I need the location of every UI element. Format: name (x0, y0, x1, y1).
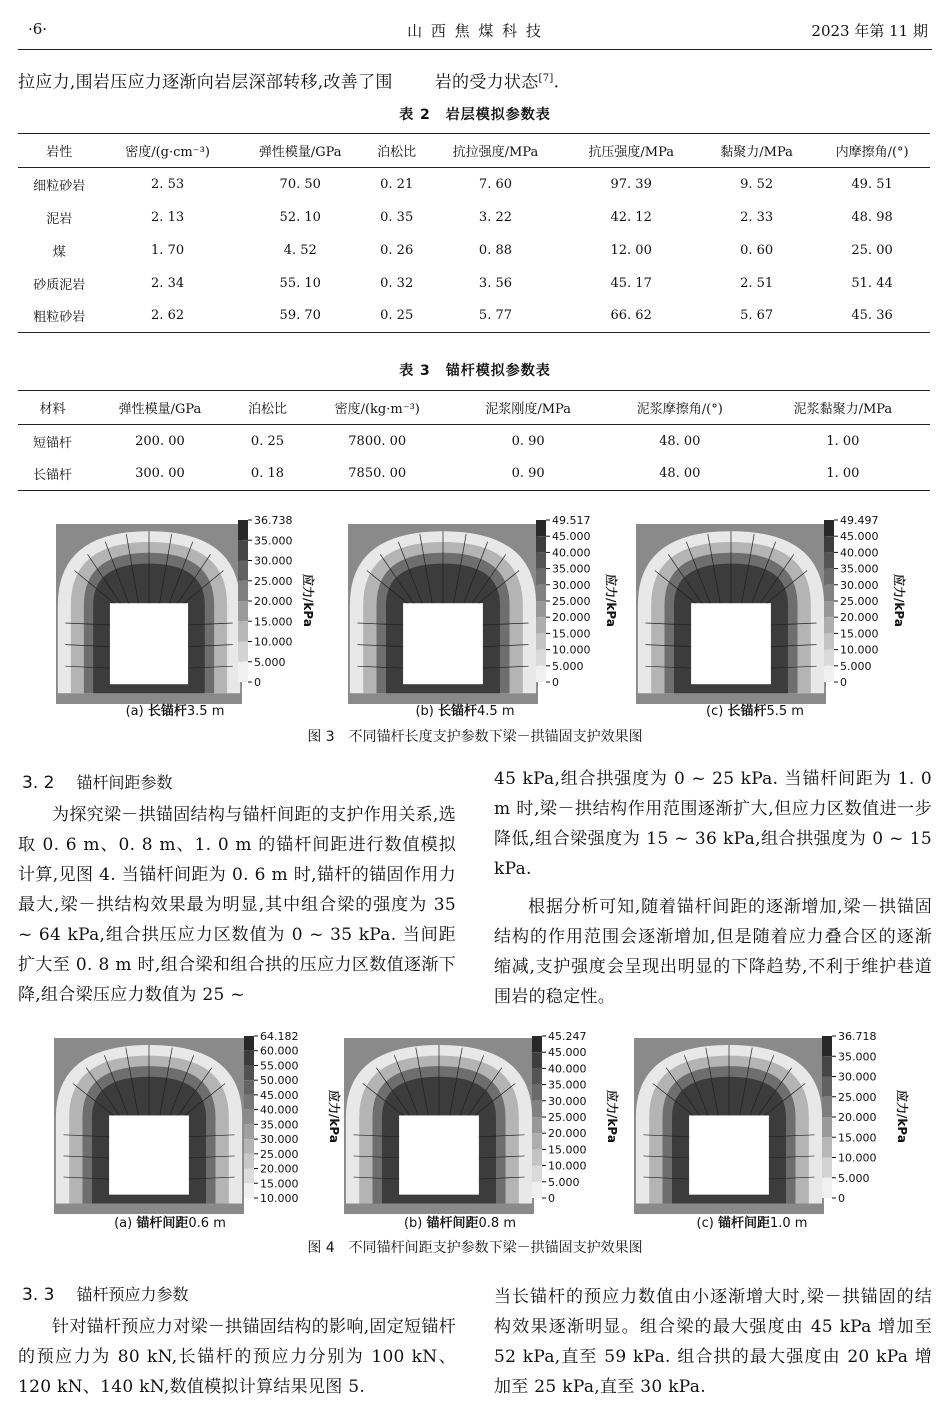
colorbar-tick-label: 10.000 (548, 1159, 587, 1173)
colorbar-tick-label: 40.000 (552, 546, 591, 560)
intro-line: 拉应力,围岩压应力逐渐向岩层深部转移,改善了围 岩的受力状态[7]. (18, 72, 560, 93)
colorbar-tick-label: 45.000 (260, 1088, 299, 1102)
colorbar-segment (824, 585, 834, 601)
colorbar-segment (532, 1101, 542, 1117)
colorbar-tick-label: 0 (552, 676, 559, 689)
colorbar-3c (824, 512, 906, 692)
colorbar-segment (238, 662, 248, 682)
table-cell: 2. 13 (151, 209, 185, 225)
colorbar-segment (532, 1182, 542, 1198)
colorbar-segment (536, 617, 546, 633)
table-cell: 48. 00 (659, 466, 701, 482)
colorbar-unit-label: 应力/kPa (327, 1090, 341, 1143)
colorbar-segment (536, 650, 546, 666)
table2 (18, 133, 930, 333)
table-row (18, 300, 930, 333)
table-cell: 2. 51 (740, 275, 774, 291)
table-cell: 9. 52 (740, 176, 774, 192)
stress-contour-4c (634, 1038, 824, 1214)
colorbar-segment (244, 1154, 254, 1169)
colorbar-tick-label: 20.000 (254, 595, 293, 608)
table-cell: 3. 56 (478, 275, 512, 291)
table2-header: 岩性 (46, 145, 73, 160)
colorbar-tick-label: 10.000 (552, 643, 591, 657)
section-3-2-heading: 3. 2 锚杆间距参数 (22, 773, 173, 793)
roadway-opening (689, 1115, 769, 1194)
colorbar-tick-label: 30.000 (840, 578, 879, 592)
figure-4 (0, 1028, 950, 1234)
colorbar-3b (536, 512, 618, 692)
table2-header-row (18, 134, 930, 168)
colorbar-segment (532, 1036, 542, 1052)
colorbar-tick-label: 45.247 (548, 1030, 587, 1043)
table-row (18, 458, 930, 491)
table-cell: 0. 21 (380, 176, 414, 192)
colorbar-segment (244, 1110, 254, 1125)
table-cell: 细粒砂岩 (33, 178, 86, 194)
journal-name: 山 西 焦 煤 科 技 (407, 22, 543, 40)
table-cell: 5. 67 (740, 308, 774, 324)
colorbar-segment (536, 585, 546, 601)
table3-header: 弹性模量/GPa (118, 402, 202, 417)
colorbar-segment (238, 581, 248, 601)
stress-contour-4b (344, 1038, 534, 1214)
subfig-label-3a: (a) 长锚杆3.5 m (125, 704, 225, 719)
colorbar-segment (532, 1052, 542, 1068)
colorbar-unit-label: 应力/kPa (605, 1090, 619, 1143)
section-3-3-left-para: 针对锚杆预应力对梁－拱锚固结构的影响,固定短锚杆的预应力为 80 kN,长锚杆的预应力分别为 100 kN、120 kN、140 kN,数值模拟计算结果见图 5. (18, 1317, 456, 1397)
colorbar-tick-label: 15.000 (840, 627, 879, 641)
colorbar-tick-label: 0 (838, 1192, 845, 1205)
table-row (18, 168, 930, 201)
roadway-opening (399, 1115, 479, 1194)
colorbar-tick-label: 45.000 (840, 530, 879, 544)
table-cell: 45. 17 (610, 275, 652, 291)
subfig-label-3c: (c) 长锚杆5.5 m (706, 704, 804, 719)
table3-header-row (18, 391, 930, 425)
colorbar-segment (822, 1137, 832, 1157)
table-cell: 0. 32 (380, 275, 414, 291)
table-row (18, 425, 930, 458)
colorbar-tick-label: 0 (548, 1192, 555, 1205)
table3-header: 材料 (39, 402, 66, 417)
stress-contour-4a (54, 1038, 244, 1214)
colorbar-segment (244, 1169, 254, 1184)
table-cell: 4. 52 (283, 242, 317, 258)
table-cell: 0. 90 (511, 433, 545, 449)
colorbar-tick-label: 25.000 (552, 595, 591, 608)
colorbar-segment (824, 666, 834, 682)
colorbar-segment (532, 1117, 542, 1133)
table-cell: 短锚杆 (32, 435, 72, 451)
colorbar-segment (244, 1051, 254, 1066)
subfig-label-3b: (b) 长锚杆4.5 m (415, 704, 515, 719)
colorbar-4a (244, 1028, 341, 1208)
colorbar-segment (244, 1065, 254, 1080)
section-3-2-right-column (494, 764, 932, 1012)
table2-header: 内摩擦角/(°) (835, 145, 909, 160)
colorbar-segment (822, 1158, 832, 1178)
colorbar-tick-label: 35.000 (838, 1050, 877, 1064)
table2-header: 抗压强度/MPa (588, 145, 674, 160)
table2-header: 黏聚力/MPa (720, 145, 793, 160)
table3-header: 泥浆摩擦角/(°) (636, 402, 723, 417)
colorbar-segment (536, 601, 546, 617)
table2-caption: 表 2 岩层模拟参数表 (399, 107, 551, 123)
colorbar-tick-label: 30.000 (552, 578, 591, 592)
colorbar-tick-label: 20.000 (552, 611, 591, 625)
section-3-3-right-para: 当长锚杆的预应力数值由小逐渐增大时,梁－拱锚固的结构效果逐渐明显。组合梁的最大强度由 45 kPa 增加至 52 kPa,直至 59 kPa. 组合拱的最大强度由 20 kPa 增加至 25 kPa,直至 30 kPa. (494, 1287, 932, 1397)
table-cell: 48. 00 (659, 433, 701, 449)
colorbar-tick-label: 20.000 (548, 1127, 587, 1141)
colorbar-segment (822, 1036, 832, 1056)
colorbar-3a (238, 512, 315, 692)
colorbar-segment (532, 1166, 542, 1182)
table3 (18, 390, 930, 491)
section-3-2-right-para-1: 45 kPa,组合拱强度为 0 ~ 25 kPa. 当锚杆间距为 1. 0 m 时,梁－拱结构作用范围逐渐扩大,但应力区数值进一步降低,组合梁强度为 15 ~ 36 kPa,组合拱强度为 0 ~ 15 kPa. (494, 769, 932, 879)
colorbar-tick-label: 20.000 (840, 611, 879, 625)
header-rule (18, 49, 932, 50)
colorbar-tick-label: 15.000 (552, 627, 591, 641)
colorbar-segment (824, 650, 834, 666)
intro-text-2: 岩的受力状态 (434, 72, 539, 93)
colorbar-tick-label: 5.000 (548, 1175, 580, 1189)
colorbar-segment (244, 1139, 254, 1154)
table-cell: 2. 53 (151, 176, 185, 192)
colorbar-tick-label: 10.000 (260, 1192, 299, 1205)
colorbar-segment (824, 569, 834, 585)
section-3-2-left-para: 为探究梁－拱锚固结构与锚杆间距的支护作用关系,选取 0. 6 m、0. 8 m、1. 0 m 的锚杆间距进行数值模拟计算,见图 4. 当锚杆间距为 0. 6 m 时,锚杆的锚固作用力最大,梁－拱结构效果最为明显,其中组合梁的强度为 35 ~ 64 kPa,组合拱压应力区数值为 0 ~ 35 kPa. 当间距扩大至 0. 8 m 时,组合梁和组合拱的压应力区数值逐渐下降,组合梁压应力数值为 25 ~ (18, 805, 456, 1005)
colorbar-segment (822, 1097, 832, 1117)
colorbar-unit-label: 应力/kPa (895, 1090, 909, 1143)
colorbar-tick-label: 10.000 (838, 1151, 877, 1165)
table3-header: 泥浆刚度/MPa (485, 402, 571, 417)
colorbar-segment (824, 617, 834, 633)
colorbar-tick-label: 35.000 (548, 1078, 587, 1092)
stress-contour-3a (56, 524, 242, 704)
colorbar-tick-label: 10.000 (254, 635, 293, 649)
table2-header: 密度/(g·cm⁻³) (125, 145, 210, 160)
table-cell: 1. 00 (826, 466, 860, 482)
table-cell: 59. 70 (279, 308, 321, 324)
colorbar-tick-label: 35.000 (260, 1118, 299, 1132)
colorbar-segment (536, 520, 546, 536)
section-3-3-heading: 3. 3 锚杆预应力参数 (22, 1285, 189, 1305)
colorbar-tick-label: 30.000 (260, 1133, 299, 1147)
figure-3-caption: 图 3 不同锚杆长度支护参数下梁－拱锚固支护效果图 (307, 729, 643, 745)
intro-citation: [7] (538, 73, 554, 84)
colorbar-tick-label: 40.000 (840, 546, 879, 560)
table-cell: 7. 60 (478, 176, 512, 192)
colorbar-segment (238, 520, 248, 540)
table-cell: 52. 10 (279, 209, 321, 225)
table-cell: 2. 62 (151, 308, 185, 324)
colorbar-segment (536, 633, 546, 649)
colorbar-tick-label: 25.000 (260, 1147, 299, 1161)
section-3-2-right-para-2: 根据分析可知,随着锚杆间距的逐渐增加,梁－拱锚固结构的作用范围会逐渐增加,但是随着应力叠合区的逐渐缩减,支护强度会呈现出明显的下降趋势,不利于维护巷道围岩的稳定性。 (494, 897, 932, 1007)
table-cell: 泥岩 (46, 211, 73, 227)
colorbar-unit-label: 应力/kPa (301, 574, 315, 627)
colorbar-tick-label: 15.000 (838, 1131, 877, 1145)
roadway-opening (403, 603, 483, 684)
colorbar-segment (824, 536, 834, 552)
colorbar-segment (238, 621, 248, 641)
page-number: ·6· (28, 20, 48, 38)
colorbar-tick-label: 25.000 (838, 1090, 877, 1104)
table-cell: 300. 00 (135, 466, 185, 482)
colorbar-tick-label: 49.497 (840, 514, 879, 527)
colorbar-tick-label: 5.000 (254, 655, 286, 669)
colorbar-tick-label: 40.000 (260, 1103, 299, 1117)
colorbar-segment (244, 1183, 254, 1198)
colorbar-tick-label: 5.000 (840, 659, 872, 673)
table-cell: 45. 36 (851, 308, 893, 324)
colorbar-tick-label: 30.000 (838, 1070, 877, 1084)
table2-header: 弹性模量/GPa (258, 145, 342, 160)
table-cell: 5. 77 (478, 308, 512, 324)
colorbar-segment (238, 642, 248, 662)
colorbar-segment (536, 552, 546, 568)
colorbar-segment (244, 1080, 254, 1095)
colorbar-segment (532, 1149, 542, 1165)
colorbar-tick-label: 25.000 (840, 595, 879, 608)
table-cell: 0. 88 (478, 242, 512, 258)
colorbar-tick-label: 5.000 (552, 659, 584, 673)
roadway-opening (110, 603, 188, 684)
table-cell: 42. 12 (610, 209, 652, 225)
colorbar-tick-label: 64.182 (260, 1030, 299, 1043)
colorbar-segment (244, 1124, 254, 1139)
colorbar-segment (532, 1068, 542, 1084)
roadway-opening (691, 603, 771, 684)
colorbar-tick-label: 20.000 (838, 1111, 877, 1124)
table-cell: 49. 51 (851, 176, 893, 192)
table-cell: 1. 70 (151, 242, 185, 258)
table-cell: 200. 00 (135, 433, 185, 449)
colorbar-segment (532, 1085, 542, 1101)
colorbar-segment (822, 1056, 832, 1076)
colorbar-tick-label: 36.738 (254, 514, 293, 527)
colorbar-tick-label: 55.000 (260, 1059, 299, 1073)
colorbar-segment (824, 633, 834, 649)
table-cell: 0. 35 (380, 209, 414, 225)
table-row (18, 234, 930, 267)
table3-header: 泥浆黏聚力/MPa (793, 402, 893, 417)
table-cell: 55. 10 (279, 275, 321, 291)
intro-text: 拉应力,围岩压应力逐渐向岩层深部转移,改善了围 (18, 72, 393, 93)
colorbar-segment (822, 1117, 832, 1137)
colorbar-segment (244, 1036, 254, 1051)
colorbar-tick-label: 20.000 (260, 1162, 299, 1176)
table-cell: 砂质泥岩 (33, 277, 86, 293)
colorbar-tick-label: 35.000 (254, 534, 293, 548)
colorbar-4c (822, 1028, 909, 1208)
table-cell: 7800. 00 (348, 433, 407, 449)
colorbar-segment (822, 1077, 832, 1097)
table-cell: 1. 00 (826, 433, 860, 449)
colorbar-segment (238, 561, 248, 581)
table3-header: 密度/(kg·m⁻³) (334, 402, 420, 417)
colorbar-tick-label: 30.000 (548, 1094, 587, 1108)
table-cell: 0. 26 (380, 242, 414, 258)
table2-header: 泊松比 (377, 145, 417, 160)
colorbar-unit-label: 应力/kPa (604, 574, 618, 627)
colorbar-segment (824, 601, 834, 617)
table-cell: 长锚杆 (32, 468, 72, 484)
colorbar-tick-label: 0 (840, 676, 847, 689)
colorbar-segment (244, 1095, 254, 1110)
colorbar-tick-label: 45.000 (548, 1046, 587, 1060)
colorbar-segment (238, 540, 248, 560)
colorbar-segment (824, 552, 834, 568)
colorbar-tick-label: 35.000 (840, 562, 879, 576)
table3-caption: 表 3 锚杆模拟参数表 (399, 363, 551, 379)
colorbar-tick-label: 35.000 (552, 562, 591, 576)
colorbar-4b (532, 1028, 619, 1208)
subfig-label-4a: (a) 锚杆间距0.6 m (114, 1216, 226, 1231)
colorbar-segment (822, 1178, 832, 1198)
colorbar-tick-label: 36.718 (838, 1030, 877, 1043)
table-cell: 48. 98 (851, 209, 893, 225)
roadway-opening (109, 1115, 189, 1194)
colorbar-tick-label: 15.000 (548, 1143, 587, 1157)
colorbar-tick-label: 0 (254, 676, 261, 689)
subfig-label-4b: (b) 锚杆间距0.8 m (403, 1216, 517, 1231)
table-cell: 66. 62 (610, 308, 652, 324)
table-cell: 3. 22 (478, 209, 512, 225)
table-cell: 7850. 00 (348, 466, 407, 482)
figure-4-caption: 图 4 不同锚杆间距支护参数下梁－拱锚固支护效果图 (307, 1240, 643, 1256)
table-cell: 2. 33 (740, 209, 774, 225)
table-cell: 0. 90 (511, 466, 545, 482)
colorbar-tick-label: 25.000 (254, 574, 293, 588)
colorbar-tick-label: 45.000 (552, 530, 591, 544)
stress-contour-3c (636, 524, 826, 704)
table-cell: 粗粒砂岩 (33, 310, 86, 326)
colorbar-tick-label: 25.000 (548, 1111, 587, 1124)
subfig-label-4c: (c) 锚杆间距1.0 m (696, 1216, 808, 1231)
table-cell: 12. 00 (610, 242, 652, 258)
table-row (18, 201, 930, 234)
colorbar-tick-label: 40.000 (548, 1062, 587, 1076)
table2-header: 抗拉强度/MPa (452, 145, 539, 160)
colorbar-tick-label: 30.000 (254, 554, 293, 568)
colorbar-tick-label: 60.000 (260, 1044, 299, 1058)
table-cell: 51. 44 (851, 275, 893, 291)
colorbar-segment (824, 520, 834, 536)
table-row (18, 267, 930, 300)
colorbar-tick-label: 10.000 (840, 643, 879, 657)
table-cell: 70. 50 (279, 176, 321, 192)
colorbar-segment (536, 569, 546, 585)
table-cell: 煤 (52, 244, 66, 260)
colorbar-segment (536, 666, 546, 682)
table-cell: 97. 39 (610, 176, 652, 192)
figure-3 (0, 512, 950, 722)
table-cell: 0. 25 (250, 433, 284, 449)
colorbar-tick-label: 15.000 (254, 615, 293, 629)
colorbar-tick-label: 49.517 (552, 514, 591, 527)
colorbar-tick-label: 5.000 (838, 1171, 870, 1185)
colorbar-tick-label: 50.000 (260, 1074, 299, 1088)
colorbar-tick-label: 15.000 (260, 1177, 299, 1191)
colorbar-segment (238, 601, 248, 621)
table-cell: 0. 25 (380, 308, 414, 324)
issue-label: 2023 年第 11 期 (811, 22, 928, 40)
stress-contour-3b (348, 524, 538, 704)
table-cell: 2. 34 (151, 275, 185, 291)
table3-header: 泊松比 (247, 402, 287, 417)
colorbar-segment (532, 1133, 542, 1149)
table-cell: 25. 00 (851, 242, 893, 258)
colorbar-unit-label: 应力/kPa (892, 574, 906, 627)
colorbar-segment (536, 536, 546, 552)
table-cell: 0. 60 (740, 242, 774, 258)
table-cell: 0. 18 (250, 466, 284, 482)
